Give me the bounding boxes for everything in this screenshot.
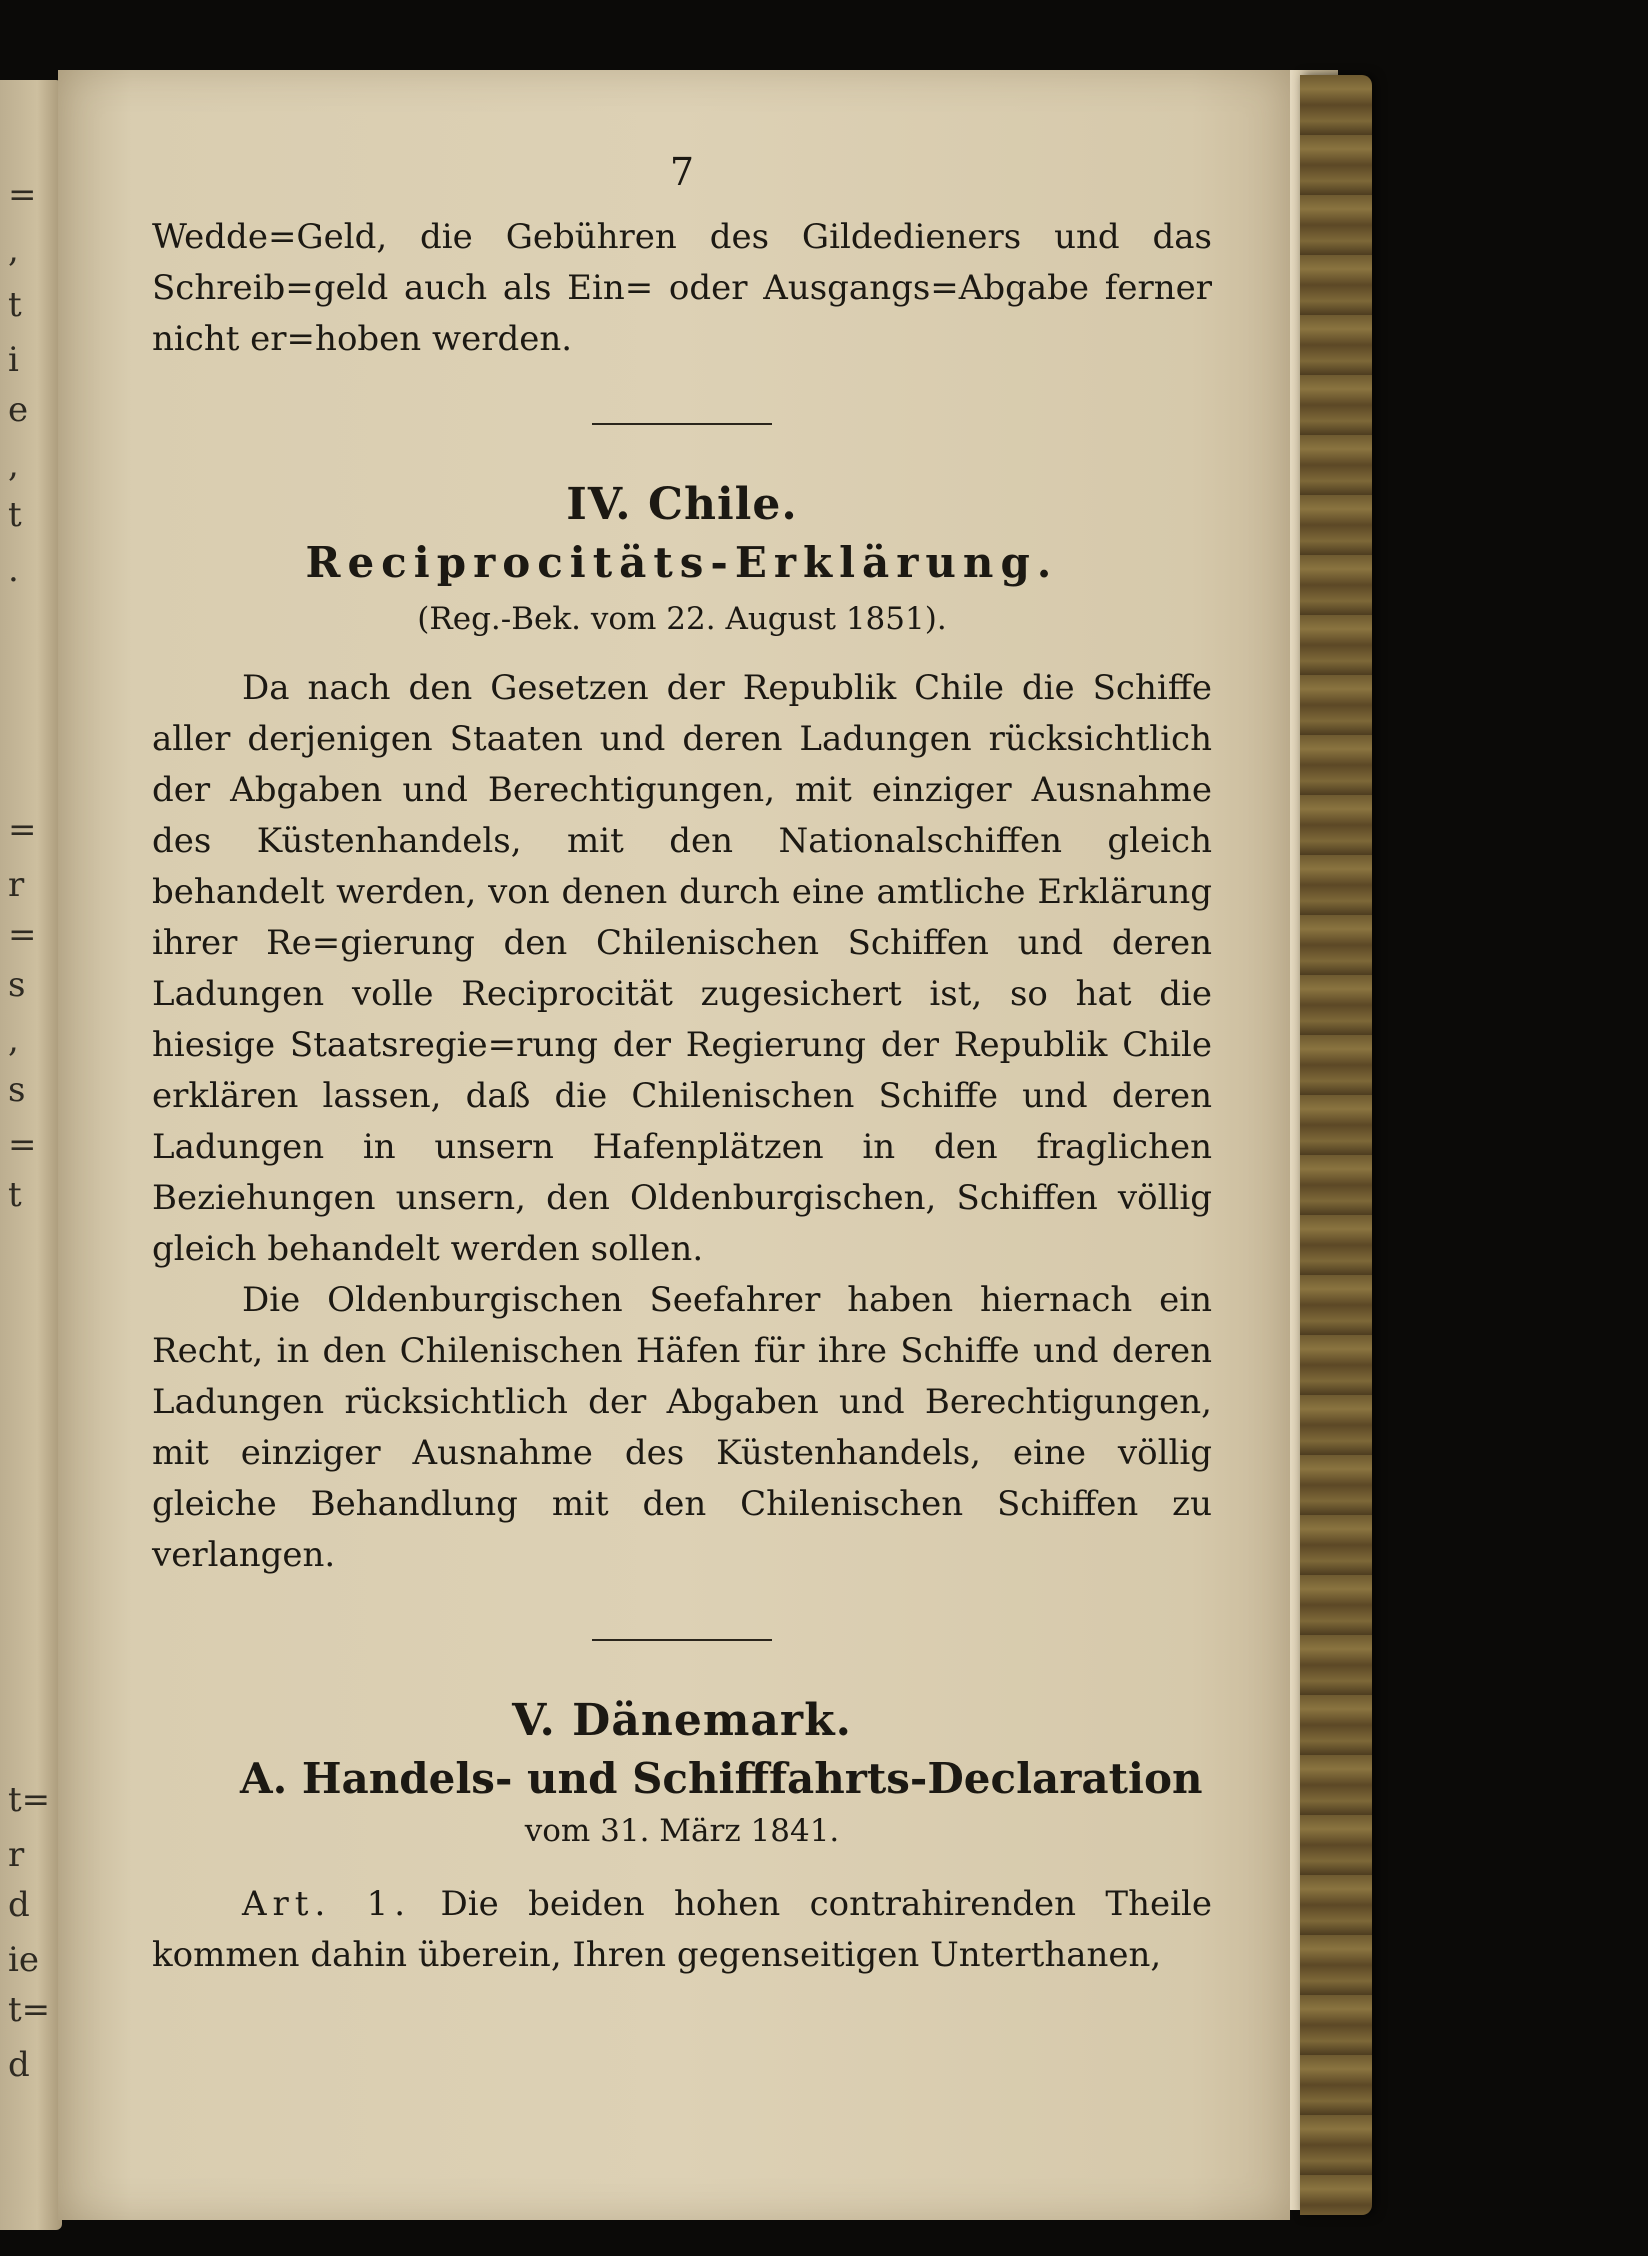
left-page-fragment: s (8, 1070, 26, 1110)
section-iv-heading: IV. Chile. (566, 479, 798, 530)
left-page-fragment: s (8, 965, 26, 1005)
section-v-subheading: A. Handels- und Schifffahrts-Declaration (240, 1754, 1203, 1803)
left-page-fragment: i (8, 340, 19, 380)
left-page-fragment: = (8, 810, 37, 850)
section-divider (592, 423, 772, 425)
book-cover-edge (1300, 75, 1372, 2215)
left-page-edge (0, 80, 62, 2230)
left-page-fragment: d (8, 1885, 30, 1925)
left-page-fragment: d (8, 2045, 30, 2085)
section-iv-subheading: Reciprocitäts-Erklärung. (305, 538, 1059, 587)
left-page-fragment: = (8, 1125, 37, 1165)
section-divider (592, 1639, 772, 1641)
left-page-fragment: , (8, 1020, 19, 1060)
article-1-paragraph (152, 1879, 1212, 1981)
section-iv-paragraph-2: Die Oldenburgischen Seefahrer haben hiernach ein Recht, in den Chilenischen Häfen für ihre Schiffe und deren Ladungen rücksichtlich der Abgaben und Berechtigungen, mit einziger Ausnahme des Küstenhandels, eine völlig gleiche Behandlung mit den Chilenischen Schiffen zu verlangen. (152, 1280, 1212, 1575)
left-page-fragment: = (8, 175, 37, 215)
section-v-heading: V. Dänemark. (512, 1695, 852, 1746)
left-page-fragment: ie (8, 1940, 39, 1980)
left-page-fragment: t= (8, 1990, 51, 2030)
section-iv-paragraph-1: Da nach den Gesetzen der Republik Chile die Schiffe aller derjenigen Staaten und deren Ladungen rücksichtlich der Abgaben und Berechtigungen, mit einziger Ausnahme des Küstenhandels, mit den Nationalschiffen gleich behandelt werden, von denen durch eine amtliche Erklärung ihrer Re=gierung den Chilenischen Schiffen und deren Ladungen volle Reciprocität zugesichert ist, so hat die hiesige Staatsregie=rung der Regierung der Republik Chile erklären lassen, daß die Chilenischen Schiffe und deren Ladungen in unsern Hafenplätzen in den fraglichen Beziehungen unsern, den Oldenburgischen, Schiffen völlig gleich behandelt werden sollen. (152, 668, 1212, 1269)
left-page-fragment: e (8, 390, 29, 430)
article-1-label: Art. 1. (242, 1884, 412, 1924)
left-page-fragment: t (8, 1175, 22, 1215)
left-page-fragment: = (8, 915, 37, 955)
left-page-fragment: r (8, 865, 25, 905)
intro-paragraph: Wedde=Geld, die Gebühren des Gildedieners und das Schreib=geld auch als Ein= oder Ausgangs=Abgabe ferner nicht er=hoben werden. (152, 217, 1212, 359)
left-page-fragment: t (8, 495, 22, 535)
page-number: 7 (669, 150, 695, 194)
left-page-fragment: . (8, 550, 19, 590)
article-1-text: Die beiden hohen contrahirenden Theile kommen dahin überein, Ihren gegenseitigen Unterthanen, (152, 1884, 1212, 1975)
left-page-fragment: , (8, 445, 19, 485)
section-v-date: vom 31. März 1841. (524, 1813, 840, 1849)
left-page-fragment: t= (8, 1780, 51, 1820)
left-page-fragment: r (8, 1835, 25, 1875)
section-iv-reference: (Reg.-Bek. vom 22. August 1851). (417, 601, 947, 637)
left-page-fragment: t (8, 285, 22, 325)
left-page-fragment: , (8, 230, 19, 270)
page-text (152, 150, 1212, 1981)
